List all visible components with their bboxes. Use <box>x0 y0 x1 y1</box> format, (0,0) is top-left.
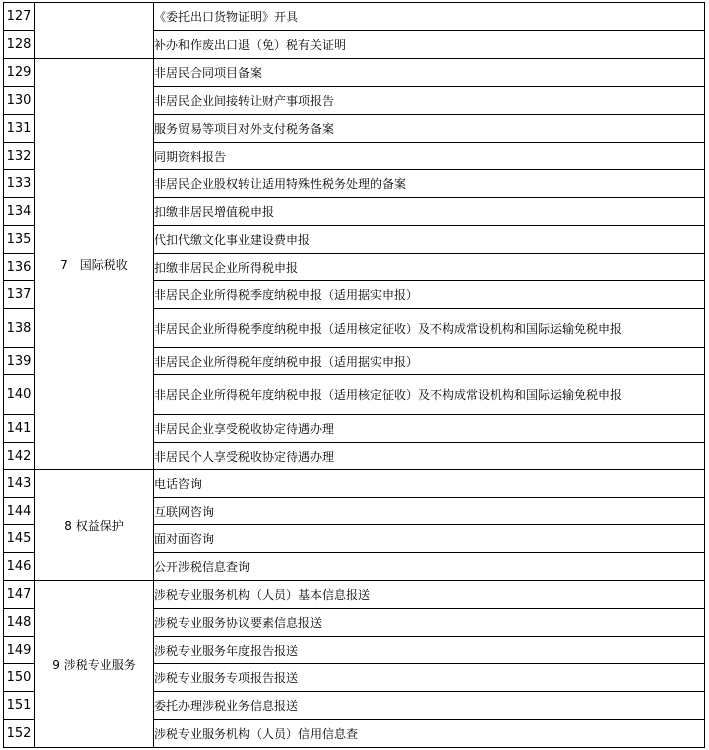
service-item: 涉税专业服务机构（人员）信用信息查 <box>154 720 705 748</box>
row-number: 134 <box>4 198 35 226</box>
row-number: 141 <box>4 415 35 443</box>
table-row <box>4 3 705 31</box>
service-item: 委托办理涉税业务信息报送 <box>154 692 705 720</box>
row-number: 132 <box>4 143 35 170</box>
row-number: 143 <box>4 470 35 498</box>
service-item: 非居民企业所得税季度纳税申报（适用核定征收）及不构成常设机构和国际运输免税申报 <box>154 309 705 348</box>
category-rights-protection: 8 权益保护 <box>35 470 154 581</box>
service-item: 公开涉税信息查询 <box>154 553 705 581</box>
row-number: 139 <box>4 348 35 375</box>
service-item: 非居民企业所得税季度纳税申报（适用据实申报） <box>154 281 705 309</box>
table-row <box>4 470 705 498</box>
service-item: 非居民企业所得税年度纳税申报（适用据实申报） <box>154 348 705 375</box>
row-number: 149 <box>4 637 35 664</box>
row-number: 137 <box>4 281 35 309</box>
row-number: 133 <box>4 170 35 198</box>
row-number: 145 <box>4 525 35 553</box>
row-number: 129 <box>4 59 35 87</box>
service-item: 非居民企业所得税年度纳税申报（适用核定征收）及不构成常设机构和国际运输免税申报 <box>154 375 705 415</box>
service-item: 补办和作废出口退（免）税有关证明 <box>154 31 705 59</box>
service-item: 扣缴非居民增值税申报 <box>154 198 705 226</box>
service-item: 同期资料报告 <box>154 143 705 170</box>
category-cell-empty <box>35 3 154 59</box>
service-item: 电话咨询 <box>154 470 705 498</box>
row-number: 131 <box>4 115 35 143</box>
service-item: 非居民个人享受税收协定待遇办理 <box>154 443 705 470</box>
category-international-tax: 7 国际税收 <box>35 59 154 470</box>
service-item: 非居民合同项目备案 <box>154 59 705 87</box>
service-item: 涉税专业服务年度报告报送 <box>154 637 705 664</box>
service-item: 面对面咨询 <box>154 525 705 553</box>
row-number: 142 <box>4 443 35 470</box>
row-number: 147 <box>4 581 35 609</box>
service-item: 涉税专业服务协议要素信息报送 <box>154 609 705 637</box>
service-item: 涉税专业服务专项报告报送 <box>154 664 705 692</box>
table-row <box>4 59 705 87</box>
row-number: 151 <box>4 692 35 720</box>
row-number: 138 <box>4 309 35 348</box>
service-item: 扣缴非居民企业所得税申报 <box>154 254 705 281</box>
service-item: 《委托出口货物证明》开具 <box>154 3 705 31</box>
table-row <box>4 581 705 609</box>
service-item: 服务贸易等项目对外支付税务备案 <box>154 115 705 143</box>
row-number: 152 <box>4 720 35 748</box>
row-number: 150 <box>4 664 35 692</box>
service-item: 非居民企业间接转让财产事项报告 <box>154 87 705 115</box>
row-number: 135 <box>4 226 35 254</box>
service-item: 互联网咨询 <box>154 498 705 525</box>
tax-service-table <box>3 2 705 748</box>
row-number: 130 <box>4 87 35 115</box>
row-number: 136 <box>4 254 35 281</box>
row-number: 148 <box>4 609 35 637</box>
service-item: 涉税专业服务机构（人员）基本信息报送 <box>154 581 705 609</box>
row-number: 140 <box>4 375 35 415</box>
row-number: 128 <box>4 31 35 59</box>
row-number: 146 <box>4 553 35 581</box>
row-number: 127 <box>4 3 35 31</box>
service-item: 非居民企业享受税收协定待遇办理 <box>154 415 705 443</box>
category-tax-professional-services: 9 涉税专业服务 <box>35 581 154 748</box>
service-item: 代扣代缴文化事业建设费申报 <box>154 226 705 254</box>
service-item: 非居民企业股权转让适用特殊性税务处理的备案 <box>154 170 705 198</box>
row-number: 144 <box>4 498 35 525</box>
